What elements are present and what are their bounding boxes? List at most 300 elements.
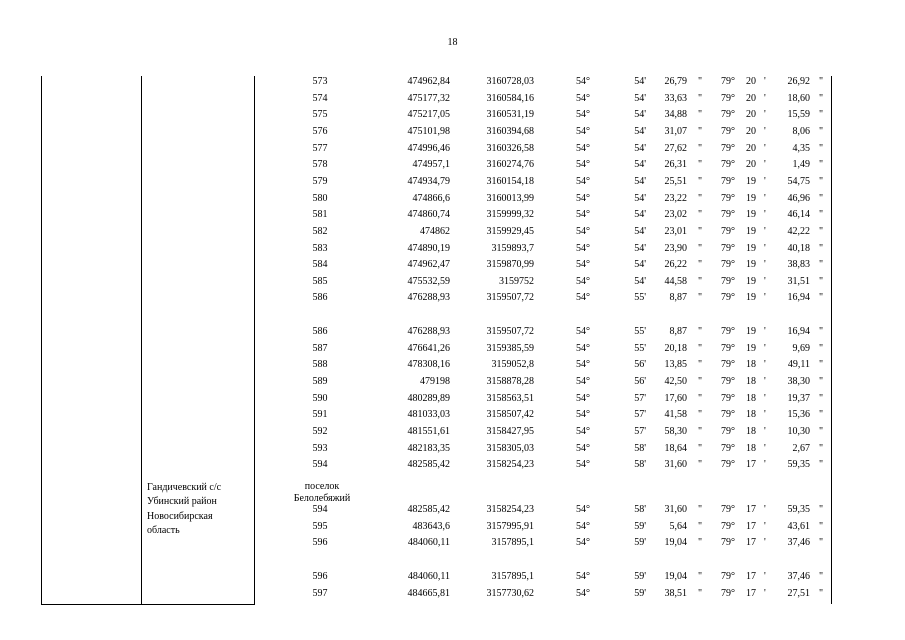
seconds-mark: " — [819, 425, 824, 437]
point-number: 582 — [312, 225, 328, 237]
y-coordinate: 3160728,03 — [486, 76, 534, 87]
minutes-mark: ' — [764, 425, 766, 437]
latitude-seconds: 26,22 — [664, 259, 687, 271]
longitude-degrees: 79° — [721, 571, 735, 582]
latitude-degrees: 54° — [576, 359, 590, 371]
seconds-mark: " — [698, 342, 703, 354]
latitude-seconds: 44,58 — [664, 275, 687, 287]
minutes-mark: ' — [764, 520, 766, 532]
longitude-degrees: 79° — [721, 587, 735, 599]
latitude-minutes: 54' — [634, 125, 646, 137]
seconds-mark: " — [819, 275, 824, 287]
minutes-mark: ' — [764, 459, 766, 471]
longitude-degrees: 79° — [721, 142, 735, 154]
latitude-degrees: 54° — [576, 159, 590, 171]
minutes-mark: ' — [764, 537, 766, 549]
point-number: 592 — [312, 425, 328, 437]
latitude-degrees: 54° — [576, 375, 590, 387]
point-number: 596 — [312, 571, 328, 582]
minutes-mark: ' — [764, 242, 766, 254]
latitude-degrees: 54° — [576, 209, 590, 221]
y-coordinate: 3160394,68 — [486, 125, 534, 137]
point-number: 576 — [312, 125, 328, 137]
latitude-seconds: 23,90 — [664, 242, 687, 254]
latitude-minutes: 54' — [634, 109, 646, 121]
x-coordinate: 484060,11 — [407, 537, 450, 549]
latitude-minutes: 54' — [634, 275, 646, 287]
latitude-minutes: 54' — [634, 175, 646, 187]
longitude-degrees: 79° — [721, 409, 735, 421]
longitude-degrees: 79° — [721, 209, 735, 221]
minutes-mark: ' — [764, 209, 766, 221]
longitude-degrees: 79° — [721, 425, 735, 437]
longitude-minutes: 17 — [746, 537, 756, 549]
point-number: 586 — [312, 292, 328, 304]
seconds-mark: " — [819, 142, 824, 154]
longitude-seconds: 46,96 — [787, 192, 810, 204]
latitude-degrees: 54° — [576, 537, 590, 549]
y-coordinate: 3159870,99 — [486, 259, 534, 271]
longitude-minutes: 19 — [746, 326, 756, 337]
seconds-mark: " — [698, 359, 703, 371]
longitude-seconds: 26,92 — [787, 76, 810, 87]
latitude-degrees: 54° — [576, 326, 590, 337]
latitude-degrees: 54° — [576, 587, 590, 599]
seconds-mark: " — [698, 326, 703, 337]
latitude-degrees: 54° — [576, 242, 590, 254]
x-coordinate: 474860,74 — [407, 209, 450, 221]
longitude-minutes: 18 — [746, 409, 756, 421]
latitude-seconds: 19,04 — [664, 537, 687, 549]
latitude-minutes: 57' — [634, 392, 646, 404]
table-row — [0, 107, 905, 124]
latitude-seconds: 58,30 — [664, 425, 687, 437]
minutes-mark: ' — [764, 392, 766, 404]
longitude-minutes: 18 — [746, 359, 756, 371]
longitude-seconds: 15,59 — [787, 109, 810, 121]
seconds-mark: " — [698, 209, 703, 221]
y-coordinate: 3159507,72 — [486, 292, 534, 304]
longitude-degrees: 79° — [721, 109, 735, 121]
latitude-degrees: 54° — [576, 425, 590, 437]
latitude-seconds: 31,07 — [664, 125, 687, 137]
x-coordinate: 481033,03 — [407, 409, 450, 421]
point-number: 574 — [312, 92, 328, 104]
latitude-degrees: 54° — [576, 125, 590, 137]
longitude-minutes: 17 — [746, 587, 756, 599]
seconds-mark: " — [698, 159, 703, 171]
latitude-degrees: 54° — [576, 571, 590, 582]
table-row — [0, 357, 905, 374]
table-row — [0, 274, 905, 291]
point-number: 585 — [312, 275, 328, 287]
table-row — [0, 324, 905, 341]
longitude-degrees: 79° — [721, 292, 735, 304]
seconds-mark: " — [698, 520, 703, 532]
latitude-minutes: 55' — [634, 326, 646, 337]
minutes-mark: ' — [764, 225, 766, 237]
x-coordinate: 484060,11 — [407, 571, 450, 582]
table-row — [0, 535, 905, 552]
seconds-mark: " — [698, 292, 703, 304]
settlement-line: Белолебяжий — [293, 492, 351, 504]
longitude-minutes: 18 — [746, 392, 756, 404]
y-coordinate: 3159999,32 — [486, 209, 534, 221]
longitude-seconds: 37,46 — [787, 537, 810, 549]
table-row — [0, 441, 905, 458]
longitude-minutes: 19 — [746, 342, 756, 354]
latitude-seconds: 26,31 — [664, 159, 687, 171]
latitude-degrees: 54° — [576, 175, 590, 187]
seconds-mark: " — [819, 192, 824, 204]
y-coordinate: 3160274,76 — [486, 159, 534, 171]
latitude-degrees: 54° — [576, 225, 590, 237]
table-row — [0, 74, 905, 91]
x-coordinate: 474957,1 — [412, 159, 450, 171]
y-coordinate: 3159752 — [499, 275, 534, 287]
seconds-mark: " — [698, 587, 703, 599]
longitude-degrees: 79° — [721, 504, 735, 515]
latitude-minutes: 56' — [634, 375, 646, 387]
longitude-degrees: 79° — [721, 359, 735, 371]
y-coordinate: 3158427,95 — [486, 425, 534, 437]
seconds-mark: " — [819, 109, 824, 121]
latitude-minutes: 58' — [634, 459, 646, 471]
minutes-mark: ' — [764, 587, 766, 599]
latitude-degrees: 54° — [576, 459, 590, 471]
y-coordinate: 3158305,03 — [486, 442, 534, 454]
latitude-degrees: 54° — [576, 92, 590, 104]
longitude-minutes: 17 — [746, 520, 756, 532]
page-number: 18 — [447, 37, 458, 48]
point-number: 578 — [312, 159, 328, 171]
latitude-minutes: 59' — [634, 587, 646, 599]
point-number: 596 — [312, 537, 328, 549]
longitude-seconds: 59,35 — [787, 459, 810, 471]
longitude-minutes: 19 — [746, 292, 756, 304]
longitude-seconds: 19,37 — [787, 392, 810, 404]
latitude-degrees: 54° — [576, 392, 590, 404]
longitude-seconds: 8,06 — [792, 125, 810, 137]
latitude-seconds: 8,87 — [669, 292, 687, 304]
seconds-mark: " — [819, 92, 824, 104]
point-number: 588 — [312, 359, 328, 371]
y-coordinate: 3158254,23 — [486, 504, 534, 515]
longitude-seconds: 18,60 — [787, 92, 810, 104]
longitude-minutes: 20 — [746, 159, 756, 171]
latitude-minutes: 58' — [634, 442, 646, 454]
x-coordinate: 482183,35 — [407, 442, 450, 454]
region-line: Гандичевский с/с — [147, 482, 222, 493]
longitude-minutes: 19 — [746, 225, 756, 237]
point-number: 597 — [312, 587, 328, 599]
longitude-seconds: 37,46 — [787, 571, 810, 582]
longitude-seconds: 16,94 — [787, 292, 810, 304]
minutes-mark: ' — [764, 359, 766, 371]
latitude-seconds: 23,02 — [664, 209, 687, 221]
latitude-minutes: 54' — [634, 159, 646, 171]
point-number: 595 — [312, 520, 328, 532]
minutes-mark: ' — [764, 109, 766, 121]
latitude-minutes: 56' — [634, 359, 646, 371]
region-line: область — [147, 524, 180, 536]
minutes-mark: ' — [764, 142, 766, 154]
seconds-mark: " — [698, 275, 703, 287]
latitude-minutes: 59' — [634, 537, 646, 549]
longitude-seconds: 4,35 — [792, 142, 810, 154]
x-coordinate: 482585,42 — [407, 459, 450, 471]
minutes-mark: ' — [764, 175, 766, 187]
table-row — [0, 457, 905, 474]
longitude-seconds: 59,35 — [787, 504, 810, 515]
seconds-mark: " — [698, 175, 703, 187]
minutes-mark: ' — [764, 442, 766, 454]
longitude-seconds: 9,69 — [792, 342, 810, 354]
minutes-mark: ' — [764, 326, 766, 337]
table-row — [0, 124, 905, 141]
longitude-seconds: 54,75 — [787, 175, 810, 187]
latitude-minutes: 54' — [634, 225, 646, 237]
x-coordinate: 474866,6 — [412, 192, 450, 204]
longitude-seconds: 40,18 — [787, 242, 810, 254]
y-coordinate: 3159507,72 — [486, 326, 534, 337]
longitude-seconds: 43,61 — [787, 520, 810, 532]
longitude-seconds: 1,49 — [792, 159, 810, 171]
latitude-seconds: 18,64 — [664, 442, 687, 454]
seconds-mark: " — [698, 92, 703, 104]
longitude-degrees: 79° — [721, 125, 735, 137]
longitude-degrees: 79° — [721, 392, 735, 404]
table-row — [0, 407, 905, 424]
latitude-minutes: 59' — [634, 571, 646, 582]
longitude-minutes: 17 — [746, 459, 756, 471]
longitude-seconds: 10,30 — [787, 425, 810, 437]
longitude-minutes: 20 — [746, 125, 756, 137]
latitude-degrees: 54° — [576, 292, 590, 304]
latitude-minutes: 54' — [634, 142, 646, 154]
latitude-minutes: 58' — [634, 504, 646, 515]
longitude-minutes: 17 — [746, 504, 756, 515]
y-coordinate: 3159929,45 — [486, 225, 534, 237]
seconds-mark: " — [698, 142, 703, 154]
region-line: Новосибирская — [147, 510, 213, 522]
seconds-mark: " — [819, 537, 824, 549]
latitude-seconds: 13,85 — [664, 359, 687, 371]
latitude-seconds: 31,60 — [664, 459, 687, 471]
table-row — [0, 424, 905, 441]
x-coordinate: 474862 — [420, 225, 450, 237]
point-number: 587 — [312, 342, 328, 354]
longitude-degrees: 79° — [721, 275, 735, 287]
y-coordinate: 3158563,51 — [486, 392, 534, 404]
seconds-mark: " — [698, 192, 703, 204]
longitude-degrees: 79° — [721, 520, 735, 532]
minutes-mark: ' — [764, 192, 766, 204]
table-row — [0, 91, 905, 108]
latitude-minutes: 54' — [634, 76, 646, 87]
y-coordinate: 3157995,91 — [486, 520, 534, 532]
y-coordinate: 3160154,18 — [486, 175, 534, 187]
table-row — [0, 241, 905, 258]
longitude-degrees: 79° — [721, 225, 735, 237]
latitude-minutes: 54' — [634, 242, 646, 254]
point-number: 575 — [312, 109, 328, 121]
latitude-seconds: 41,58 — [664, 409, 687, 421]
latitude-degrees: 54° — [576, 142, 590, 154]
latitude-minutes: 54' — [634, 192, 646, 204]
x-coordinate: 482585,42 — [407, 504, 450, 515]
longitude-degrees: 79° — [721, 375, 735, 387]
longitude-minutes: 19 — [746, 209, 756, 221]
latitude-seconds: 42,50 — [664, 375, 687, 387]
latitude-seconds: 19,04 — [664, 571, 687, 582]
table-row — [0, 174, 905, 191]
x-coordinate: 478308,16 — [407, 359, 450, 371]
seconds-mark: " — [819, 520, 824, 532]
longitude-degrees: 79° — [721, 92, 735, 104]
latitude-minutes: 54' — [634, 259, 646, 271]
y-coordinate: 3158507,42 — [486, 409, 534, 421]
latitude-seconds: 33,63 — [664, 92, 687, 104]
x-coordinate: 476288,93 — [407, 326, 450, 337]
y-coordinate: 3160531,19 — [486, 109, 534, 121]
minutes-mark: ' — [764, 571, 766, 582]
minutes-mark: ' — [764, 342, 766, 354]
latitude-minutes: 55' — [634, 342, 646, 354]
table-row — [0, 341, 905, 358]
longitude-degrees: 79° — [721, 537, 735, 549]
seconds-mark: " — [698, 259, 703, 271]
minutes-mark: ' — [764, 92, 766, 104]
minutes-mark: ' — [764, 76, 766, 87]
latitude-seconds: 23,01 — [664, 225, 687, 237]
x-coordinate: 474890,19 — [407, 242, 450, 254]
latitude-minutes: 57' — [634, 409, 646, 421]
region-line: Убинский район — [147, 496, 217, 508]
latitude-degrees: 54° — [576, 409, 590, 421]
seconds-mark: " — [698, 425, 703, 437]
seconds-mark: " — [819, 342, 824, 354]
seconds-mark: " — [698, 125, 703, 137]
seconds-mark: " — [698, 442, 703, 454]
table-row — [0, 569, 905, 586]
seconds-mark: " — [819, 175, 824, 187]
longitude-minutes: 20 — [746, 92, 756, 104]
y-coordinate: 3159893,7 — [491, 242, 534, 254]
longitude-minutes: 19 — [746, 175, 756, 187]
longitude-seconds: 31,51 — [787, 275, 810, 287]
longitude-seconds: 16,94 — [787, 326, 810, 337]
x-coordinate: 475177,32 — [407, 92, 450, 104]
x-coordinate: 474962,47 — [407, 259, 450, 271]
y-coordinate: 3157895,1 — [491, 537, 534, 549]
latitude-seconds: 23,22 — [664, 192, 687, 204]
seconds-mark: " — [819, 326, 824, 337]
longitude-degrees: 79° — [721, 259, 735, 271]
point-number: 584 — [312, 259, 328, 271]
longitude-seconds: 42,22 — [787, 225, 810, 237]
latitude-seconds: 17,60 — [664, 392, 687, 404]
latitude-seconds: 8,87 — [669, 326, 687, 337]
y-coordinate: 3160584,16 — [486, 92, 534, 104]
point-number: 586 — [312, 326, 328, 337]
seconds-mark: " — [698, 375, 703, 387]
seconds-mark: " — [698, 392, 703, 404]
x-coordinate: 480289,89 — [407, 392, 450, 404]
seconds-mark: " — [819, 76, 824, 87]
seconds-mark: " — [819, 259, 824, 271]
longitude-degrees: 79° — [721, 326, 735, 337]
minutes-mark: ' — [764, 375, 766, 387]
seconds-mark: " — [698, 504, 703, 515]
seconds-mark: " — [698, 76, 703, 87]
longitude-seconds: 38,83 — [787, 259, 810, 271]
longitude-degrees: 79° — [721, 76, 735, 87]
table-row — [0, 207, 905, 224]
x-coordinate: 474962,84 — [407, 76, 450, 87]
point-number: 579 — [312, 175, 328, 187]
latitude-degrees: 54° — [576, 109, 590, 121]
seconds-mark: " — [819, 459, 824, 471]
latitude-seconds: 20,18 — [664, 342, 687, 354]
latitude-degrees: 54° — [576, 76, 590, 87]
x-coordinate: 475532,59 — [407, 275, 450, 287]
latitude-seconds: 27,62 — [664, 142, 687, 154]
x-coordinate: 479198 — [420, 375, 450, 387]
longitude-minutes: 20 — [746, 109, 756, 121]
longitude-seconds: 2,67 — [792, 442, 810, 454]
point-number: 594 — [312, 459, 328, 471]
table-row — [0, 141, 905, 158]
seconds-mark: " — [698, 225, 703, 237]
latitude-minutes: 57' — [634, 425, 646, 437]
longitude-minutes: 19 — [746, 242, 756, 254]
longitude-degrees: 79° — [721, 242, 735, 254]
seconds-mark: " — [819, 571, 824, 582]
minutes-mark: ' — [764, 409, 766, 421]
longitude-seconds: 46,14 — [787, 209, 810, 221]
point-number: 581 — [312, 209, 328, 221]
y-coordinate: 3157730,62 — [486, 587, 534, 599]
table-row — [0, 391, 905, 408]
seconds-mark: " — [819, 159, 824, 171]
y-coordinate: 3157895,1 — [491, 571, 534, 582]
y-coordinate: 3158254,23 — [486, 459, 534, 471]
y-coordinate: 3158878,28 — [486, 375, 534, 387]
seconds-mark: " — [698, 571, 703, 582]
x-coordinate: 475101,98 — [407, 125, 450, 137]
seconds-mark: " — [819, 242, 824, 254]
minutes-mark: ' — [764, 275, 766, 287]
table-row — [0, 290, 905, 307]
longitude-minutes: 18 — [746, 375, 756, 387]
x-coordinate: 481551,61 — [407, 425, 450, 437]
seconds-mark: " — [819, 392, 824, 404]
x-coordinate: 474996,46 — [407, 142, 450, 154]
latitude-seconds: 38,51 — [664, 587, 687, 599]
point-number: 593 — [312, 442, 328, 454]
minutes-mark: ' — [764, 259, 766, 271]
latitude-minutes: 54' — [634, 92, 646, 104]
table-row — [0, 157, 905, 174]
longitude-minutes: 20 — [746, 76, 756, 87]
x-coordinate: 474934,79 — [407, 175, 450, 187]
latitude-degrees: 54° — [576, 342, 590, 354]
point-number: 591 — [312, 409, 328, 421]
latitude-minutes: 55' — [634, 292, 646, 304]
x-coordinate: 476641,26 — [407, 342, 450, 354]
longitude-minutes: 18 — [746, 442, 756, 454]
